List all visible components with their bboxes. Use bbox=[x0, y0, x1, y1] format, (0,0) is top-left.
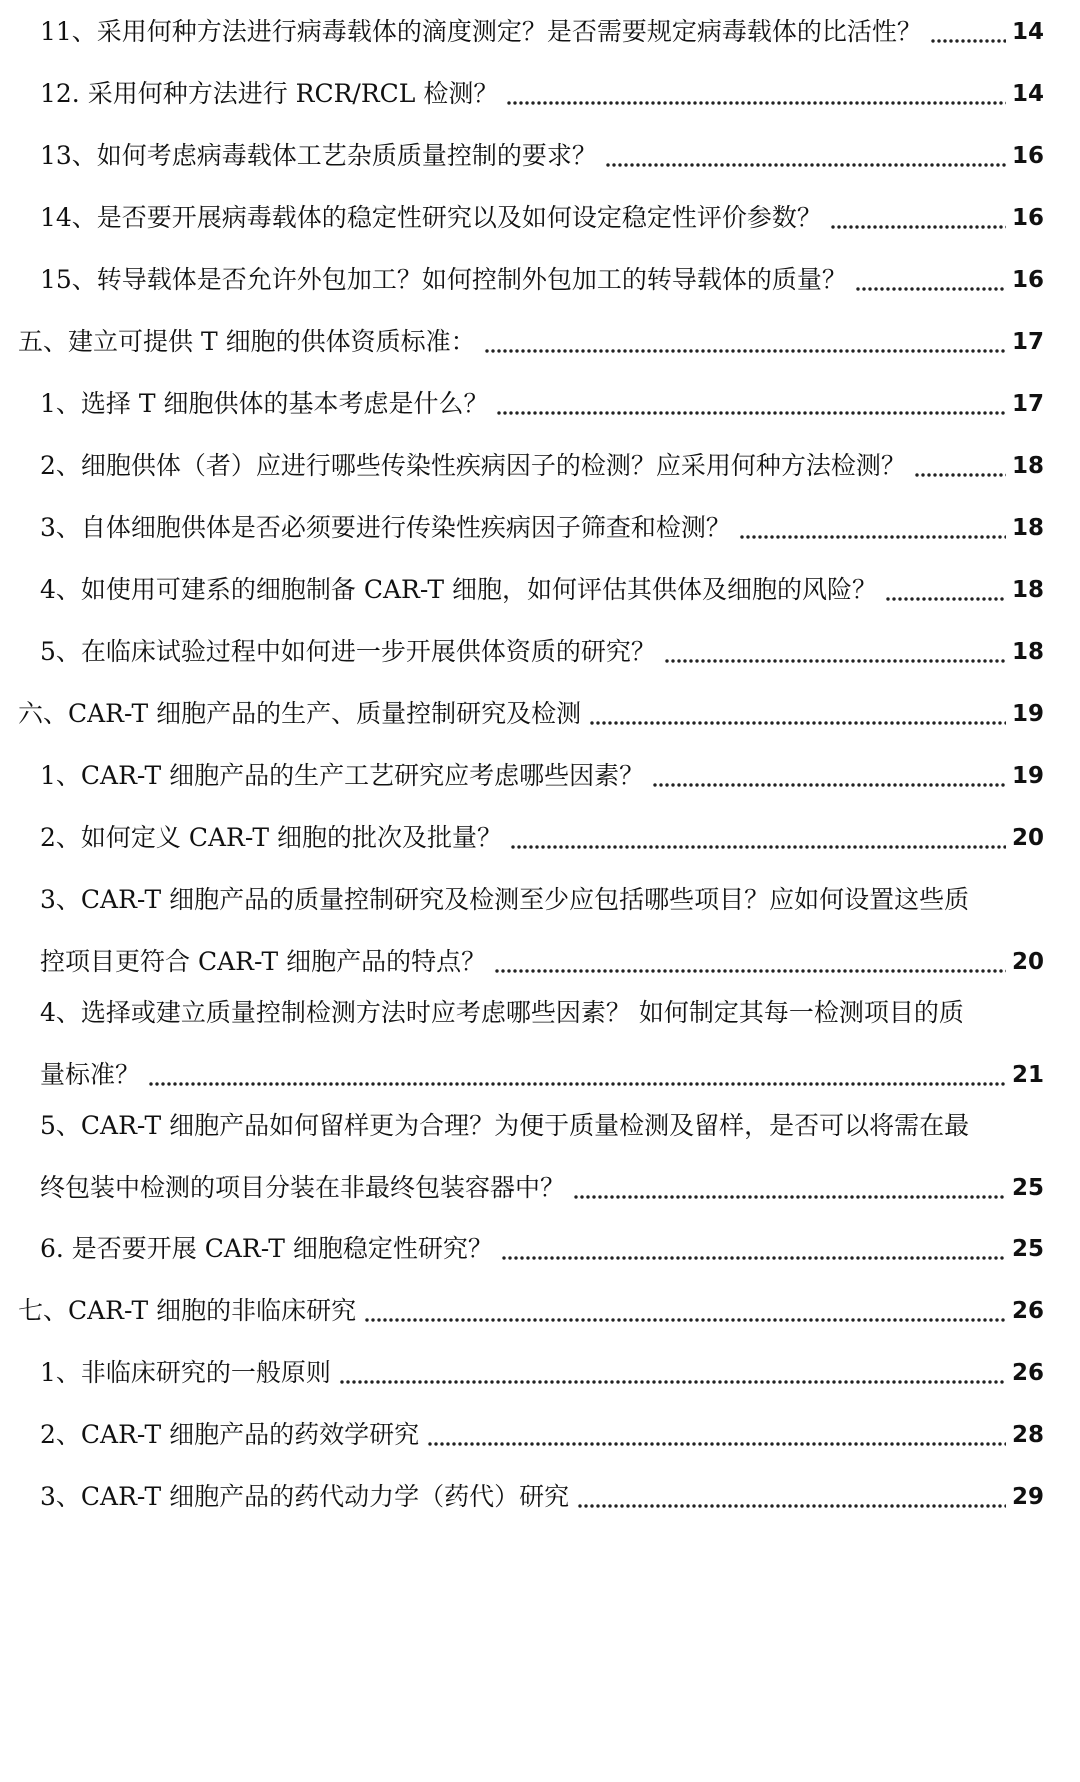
toc-page-number: 16 bbox=[1011, 143, 1044, 169]
toc-entry-title: 14、是否要开展病毒载体的稳定性研究以及如何设定稳定性评价参数？ bbox=[40, 203, 822, 232]
toc-entry-title: 11、采用何种方法进行病毒载体的滴度测定？是否需要规定病毒载体的比活性？ bbox=[40, 17, 922, 46]
toc-entry-title: 4、选择或建立质量控制检测方法时应考虑哪些因素？ 如何制定其每一检测项目的质 bbox=[40, 998, 964, 1027]
toc-page-number: 25 bbox=[1011, 1175, 1044, 1201]
toc-entry-title: 2、如何定义 CAR-T 细胞的批次及批量？ bbox=[40, 823, 503, 852]
dot-leader bbox=[484, 330, 1006, 354]
dot-leader bbox=[589, 702, 1006, 726]
toc-page-number: 21 bbox=[1011, 1062, 1044, 1088]
toc-entry-title: 1、选择 T 细胞供体的基本考虑是什么？ bbox=[40, 389, 489, 418]
toc-entry-title: 量标准？ bbox=[40, 1060, 141, 1089]
toc-entry-title: 2、细胞供体（者）应进行哪些传染性疾病因子的检测？应采用何种方法检测？ bbox=[40, 451, 906, 480]
toc-page-number: 19 bbox=[1011, 701, 1044, 727]
toc-page-number: 18 bbox=[1011, 639, 1044, 665]
toc-page-number: 18 bbox=[1011, 515, 1044, 541]
dot-leader bbox=[885, 578, 1006, 602]
toc-page-number: 26 bbox=[1011, 1298, 1044, 1324]
toc-entry-title: 3、CAR-T 细胞产品的药代动力学（药代）研究 bbox=[40, 1482, 570, 1511]
toc-entry-title: 3、CAR-T 细胞产品的质量控制研究及检测至少应包括哪些项目？应如何设置这些质 bbox=[40, 885, 970, 914]
dot-leader bbox=[427, 1423, 1006, 1447]
toc-entry-title: 15、转导载体是否允许外包加工？如何控制外包加工的转导载体的质量？ bbox=[40, 265, 847, 294]
toc-page-number: 19 bbox=[1011, 763, 1044, 789]
toc-page-number: 26 bbox=[1011, 1360, 1044, 1386]
toc-page-number: 20 bbox=[1011, 949, 1044, 975]
toc-entry-title: 6. 是否要开展 CAR-T 细胞稳定性研究？ bbox=[40, 1234, 493, 1263]
dot-leader bbox=[364, 1299, 1006, 1323]
dot-leader bbox=[855, 268, 1006, 292]
dot-leader bbox=[506, 82, 1006, 106]
toc-page-number: 17 bbox=[1011, 391, 1044, 417]
toc-entry-title: 五、建立可提供 T 细胞的供体资质标准： bbox=[18, 327, 476, 356]
toc-page-number: 14 bbox=[1011, 19, 1044, 45]
dot-leader bbox=[339, 1361, 1006, 1385]
dot-leader bbox=[573, 1176, 1006, 1200]
toc-entry-title: 13、如何考虑病毒载体工艺杂质质量控制的要求？ bbox=[40, 141, 597, 170]
toc-entry-title: 六、CAR-T 细胞产品的生产、质量控制研究及检测 bbox=[18, 699, 582, 728]
dot-leader bbox=[830, 206, 1006, 230]
toc-entry-title: 3、自体细胞供体是否必须要进行传染性疾病因子筛查和检测？ bbox=[40, 513, 731, 542]
toc-entry-title: 5、CAR-T 细胞产品如何留样更为合理？为便于质量检测及留样，是否可以将需在最 bbox=[40, 1111, 970, 1140]
toc-entry-title: 12. 采用何种方法进行 RCR/RCL 检测？ bbox=[40, 79, 499, 108]
dot-leader bbox=[494, 950, 1006, 974]
dot-leader bbox=[739, 516, 1006, 540]
dot-leader bbox=[496, 392, 1006, 416]
dot-leader bbox=[605, 144, 1006, 168]
toc-entry-title: 1、CAR-T 细胞产品的生产工艺研究应考虑哪些因素？ bbox=[40, 761, 645, 790]
dot-leader bbox=[577, 1485, 1006, 1509]
toc-entry-title: 2、CAR-T 细胞产品的药效学研究 bbox=[40, 1420, 420, 1449]
dot-leader bbox=[664, 640, 1006, 664]
toc-page-number: 16 bbox=[1011, 205, 1044, 231]
toc-page-number: 28 bbox=[1011, 1422, 1044, 1448]
dot-leader bbox=[914, 454, 1006, 478]
toc-entry-title: 控项目更符合 CAR-T 细胞产品的特点？ bbox=[40, 947, 487, 976]
dot-leader bbox=[510, 826, 1006, 850]
toc-page-number: 18 bbox=[1011, 453, 1044, 479]
toc-page-number: 14 bbox=[1011, 81, 1044, 107]
toc-entry-title: 七、CAR-T 细胞的非临床研究 bbox=[18, 1296, 357, 1325]
toc-entry-title: 1、非临床研究的一般原则 bbox=[40, 1358, 331, 1387]
toc-entry-title: 5、在临床试验过程中如何进一步开展供体资质的研究？ bbox=[40, 637, 656, 666]
toc-page-number: 18 bbox=[1011, 577, 1044, 603]
toc-page-number: 17 bbox=[1011, 329, 1044, 355]
dot-leader bbox=[501, 1237, 1006, 1261]
toc-page-number: 29 bbox=[1011, 1484, 1044, 1510]
toc-page-number: 16 bbox=[1011, 267, 1044, 293]
dot-leader bbox=[930, 20, 1006, 44]
dot-leader bbox=[148, 1063, 1006, 1087]
toc-page-number: 20 bbox=[1011, 825, 1044, 851]
toc-page-number: 25 bbox=[1011, 1236, 1044, 1262]
toc-entry-title: 终包装中检测的项目分装在非最终包装容器中？ bbox=[40, 1173, 566, 1202]
dot-leader bbox=[652, 764, 1006, 788]
toc-entry-title: 4、如使用可建系的细胞制备 CAR-T 细胞，如何评估其供体及细胞的风险？ bbox=[40, 575, 878, 604]
